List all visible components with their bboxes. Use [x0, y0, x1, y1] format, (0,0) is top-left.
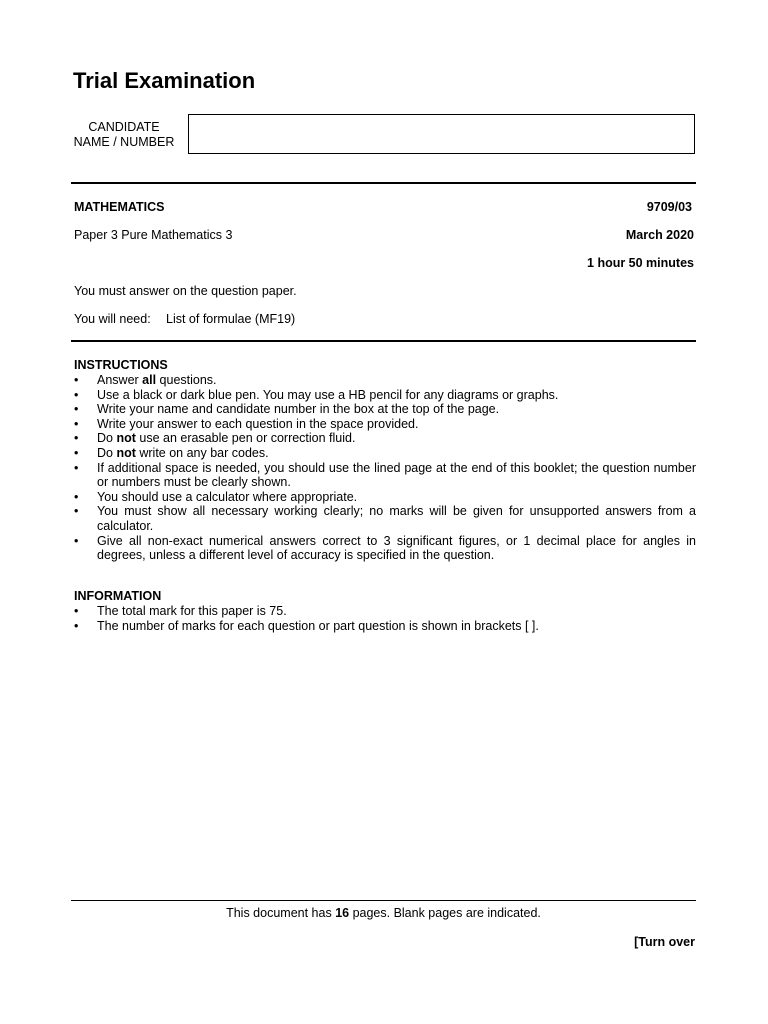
document-title: Trial Examination [73, 68, 256, 93]
list-item-text-post: use an erasable pen or correction fluid. [135, 431, 356, 446]
divider-top [71, 182, 696, 184]
bullet-icon: • [74, 373, 79, 387]
list-item [74, 388, 696, 403]
need-label: You will need: [74, 312, 151, 326]
list-item-text: Write your answer to each question in the space provided. [97, 416, 419, 431]
list-item [74, 534, 696, 563]
list-item [74, 619, 696, 634]
list-item [74, 431, 696, 446]
list-item-text: Write your name and candidate number in the box at the top of the page. [97, 402, 500, 417]
list-item [74, 604, 696, 619]
list-item-emphasis: not [116, 431, 136, 446]
list-item-text-post: questions. [156, 373, 217, 387]
divider-footer [71, 900, 696, 901]
bullet-icon: • [74, 489, 79, 504]
list-item [74, 373, 696, 388]
bullet-icon: • [74, 618, 79, 633]
bullet-icon: • [74, 460, 79, 475]
bullet-icon: • [74, 504, 79, 519]
bullet-icon: • [74, 445, 79, 460]
exam-date: March 2020 [625, 228, 694, 242]
list-item-text: Use a black or dark blue pen. You may use a HB pencil for any diagrams or graphs. [97, 387, 559, 402]
list-item-text: You should use a calculator where appropriate. [97, 489, 358, 504]
list-item [74, 504, 696, 533]
subject-name: MATHEMATICS [74, 200, 165, 214]
bullet-icon: • [74, 533, 79, 548]
list-item-text: Do [97, 445, 117, 460]
bullet-icon: • [74, 604, 79, 618]
list-item [74, 402, 696, 417]
list-item-emphasis: all [142, 373, 157, 387]
candidate-name-box[interactable] [188, 114, 695, 154]
list-item-text: You must show all necessary working clearly; no marks will be given for unsupported answers from a calculator. [97, 504, 696, 533]
list-item-text: Give all non-exact numerical answers correct to 3 significant figures, or 1 decimal place for angles in degrees, unless a different level of accuracy is specified in the question. [97, 533, 696, 563]
divider-middle [71, 340, 696, 342]
bullet-icon: • [74, 387, 79, 402]
page-count-post: pages. Blank pages are indicated. [349, 906, 541, 920]
list-item-text: If additional space is needed, you should use the lined page at the end of this booklet; the question number or numbers must be clearly shown. [97, 460, 696, 490]
list-item [74, 490, 696, 505]
information-heading: INFORMATION [74, 589, 162, 603]
exam-duration: 1 hour 50 minutes [587, 256, 694, 270]
candidate-label-line1: CANDIDATE [88, 120, 160, 134]
list-item-text: The total mark for this paper is 75. [97, 604, 287, 618]
page-count-note [71, 906, 696, 921]
paper-code: 9709/03 [646, 200, 692, 214]
list-item-text: Answer [97, 373, 143, 387]
page-count-number: 16 [335, 906, 350, 920]
list-item-text: Do [97, 431, 117, 446]
bullet-icon: • [74, 416, 79, 431]
list-item [74, 461, 696, 490]
instructions-heading: INSTRUCTIONS [74, 358, 168, 372]
candidate-label-line2: NAME / NUMBER [73, 135, 175, 149]
bullet-icon: • [74, 431, 79, 446]
list-item [74, 446, 696, 461]
list-item-text-post: write on any bar codes. [135, 445, 269, 460]
list-item-text: The number of marks for each question or part question is shown in brackets [ ]. [97, 618, 539, 633]
information-list [74, 604, 696, 633]
page-count-pre: This document has [226, 906, 336, 920]
list-item-emphasis: not [116, 445, 136, 460]
answer-note: You must answer on the question paper. [74, 284, 297, 298]
need-value: List of formulae (MF19) [166, 312, 296, 326]
bullet-icon: • [74, 402, 79, 417]
paper-name: Paper 3 Pure Mathematics 3 [74, 228, 233, 242]
candidate-label [68, 120, 180, 150]
turn-over-label: [Turn over [634, 935, 695, 949]
list-item [74, 417, 696, 432]
instructions-list [74, 373, 696, 563]
